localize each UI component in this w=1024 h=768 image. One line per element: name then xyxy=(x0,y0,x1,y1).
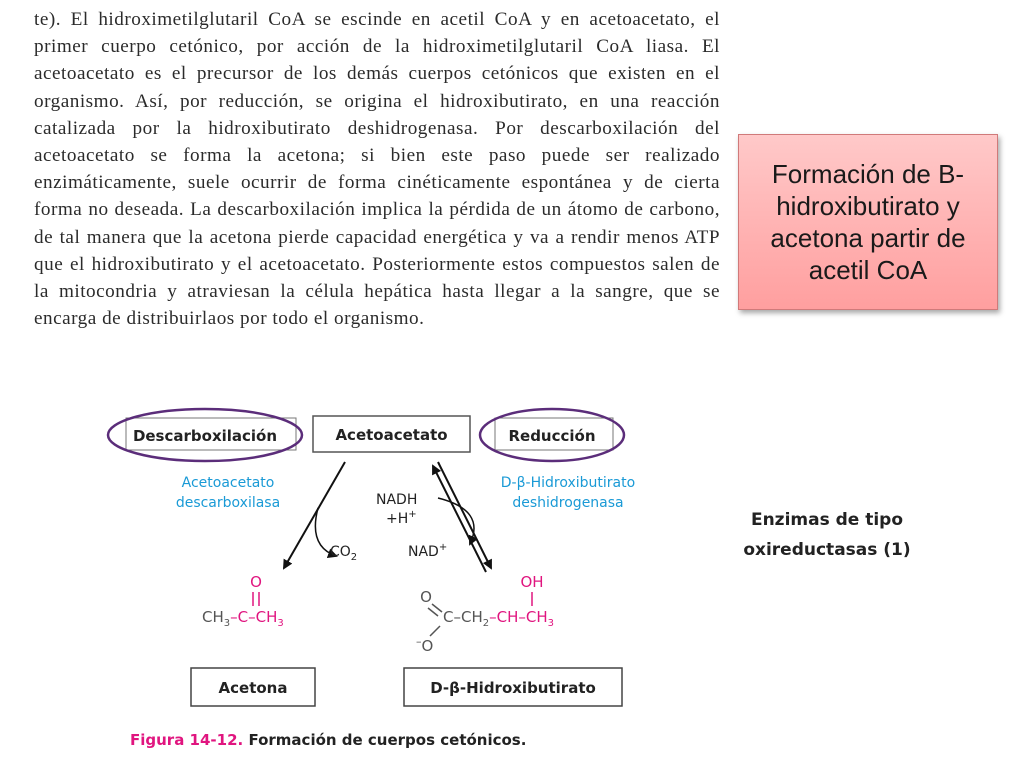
hb-hydroxyl: OH xyxy=(520,573,544,591)
hb-carboxyl-carbon: C xyxy=(443,608,454,626)
hb-dash-3: – xyxy=(518,608,526,626)
reduction-reverse-arrow xyxy=(433,466,486,572)
left-enzyme-line2: descarboxilasa xyxy=(175,495,281,511)
hb-carboxylate-oxygen xyxy=(416,635,433,655)
figure-label: Figura 14-12. xyxy=(130,731,244,749)
hb-formula xyxy=(443,608,554,629)
co2-label xyxy=(330,544,357,563)
slide-title: Formación de B-hidroxibutirato y acetona partir de acetil CoA xyxy=(770,159,966,285)
textbook-paragraph: te). El hidroximetilglutaril CoA se escinde en acetil CoA y en acetoacetato, el primer cuerpo cetónico, por acción de la hidroximetilglutaril CoA liasa. El acetoacetato es el precursor de los demás cuerpos cetónicos que existen en el organismo. Así, por reducción, se origina el hidroxibutirato, en una reacción catalizada por la hidroxibutirato deshidrogenasa. Por descarboxilación del acetoacetato se forma la acetona; si bien este paso puede ser realizado enzimáticamente, suele ocurrir de forma cinéticamente espontánea y de cierta forma no deseada. La descarboxilación implica la pérdida de un átomo de carbono, de tal manera que la acetona pierde capacidad energética y va a rendir menos ATP que el hidroxibutirato y el acetoacetato. Posteriormente estos compuestos salen de la mitocondria y atraviesan la célula hepática hasta llegar a la sangre, que se encarga de distribuirlaos por todo el organismo. xyxy=(34,9,720,330)
hb-ch: CH xyxy=(496,608,519,626)
right-enzyme-line2: deshidrogenasa xyxy=(512,495,624,511)
hb-ch3: CH xyxy=(525,608,548,626)
nad-text: NAD xyxy=(408,544,439,560)
enzyme-note-line1: Enzimas de tipo xyxy=(750,510,904,530)
hb-carbonyl-bond-b xyxy=(428,608,438,616)
right-enzyme-line1: D-β-Hidroxibutirato xyxy=(500,475,636,491)
reduccion-label: Reducción xyxy=(508,427,596,445)
acetone-oxygen: O xyxy=(250,573,262,591)
acetone-ch3-b: CH xyxy=(255,608,278,626)
hb-sub-3: 3 xyxy=(547,618,555,629)
h-plus-text: +H xyxy=(386,511,409,527)
figure-caption-text: Formación de cuerpos cetónicos. xyxy=(248,731,527,749)
acetone-ch3-a: CH xyxy=(202,608,224,626)
nad-plus-sign: + xyxy=(438,542,448,553)
h-plus-sign: + xyxy=(408,509,417,520)
acetoacetato-label: Acetoacetato xyxy=(335,426,448,444)
descarboxilacion-label: Descarboxilación xyxy=(132,427,278,445)
hb-o-minus: O xyxy=(421,637,434,655)
acetone-dash-1: – xyxy=(230,608,238,626)
hidroxibutirato-label: D-β-Hidroxibutirato xyxy=(430,679,596,697)
acetone-sub-b: 3 xyxy=(277,618,284,629)
co2-subscript: 2 xyxy=(350,552,358,563)
acetona-label: Acetona xyxy=(218,679,288,697)
figure-caption xyxy=(130,731,526,749)
hb-dash-2: – xyxy=(489,608,497,626)
hb-carbonyl-bond-a xyxy=(432,604,442,612)
hb-carboxylate-bond xyxy=(430,626,440,636)
hb-dash-1: – xyxy=(453,608,461,626)
nadh-label: NADH xyxy=(376,492,418,508)
acetone-sub-a: 3 xyxy=(223,618,231,629)
left-enzyme-line1: Acetoacetato xyxy=(181,475,275,491)
acetone-formula xyxy=(202,608,284,629)
hb-ch2: CH xyxy=(460,608,483,626)
enzyme-note-line2: oxireductasas (1) xyxy=(743,540,911,560)
hb-sub-2: 2 xyxy=(482,618,490,629)
hb-minus-sign: – xyxy=(416,635,422,648)
h-plus-label xyxy=(386,509,417,527)
co2-text: CO xyxy=(330,544,351,560)
acetone-dash-2: – xyxy=(248,608,256,626)
hb-top-oxygen: O xyxy=(420,588,432,606)
nad-plus-label xyxy=(408,542,447,560)
acetone-carbon: C xyxy=(237,608,249,626)
